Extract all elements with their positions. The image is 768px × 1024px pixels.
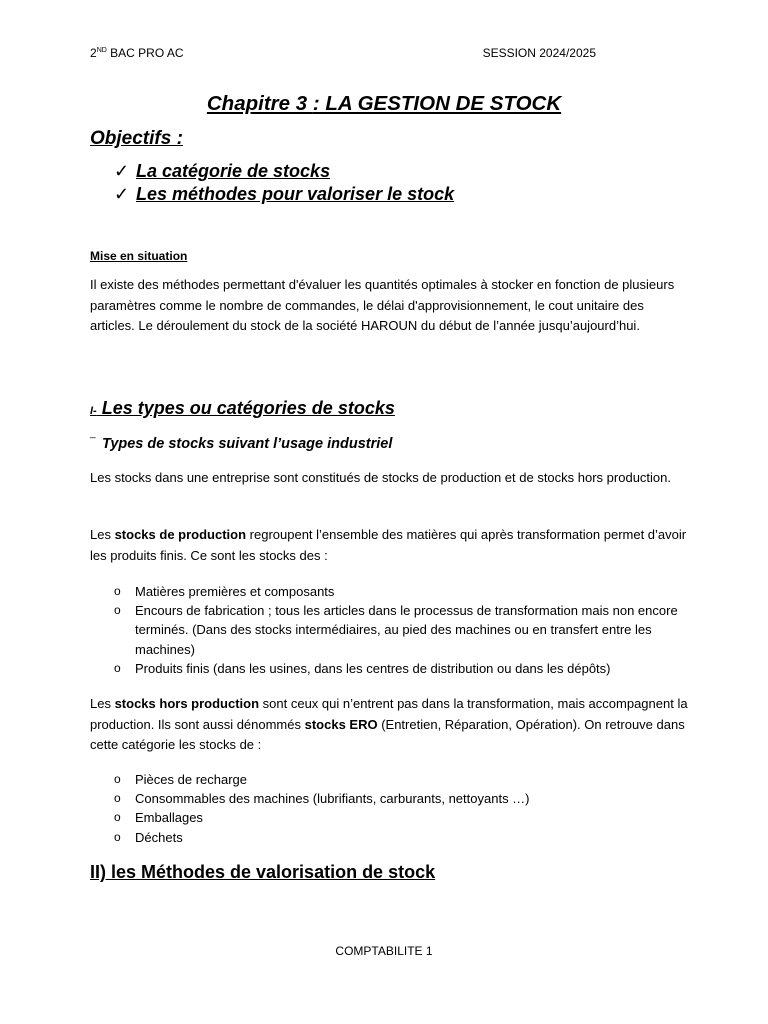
page-header	[90, 46, 596, 60]
list-item: o Matières premières et composants	[114, 582, 694, 601]
bullet-icon: o	[114, 791, 121, 806]
list-item: o Emballages	[114, 808, 694, 827]
check-icon: ✓	[114, 184, 130, 204]
objective-item: ✓ Les méthodes pour valoriser le stock	[114, 184, 455, 204]
production-stocks-paragraph: Les stocks de production regroupent l’ensemble des matières qui après transformation permet d’avoir les produits finis. Ce sont les stocks des :	[90, 527, 687, 563]
list-item: o Consommables des machines (lubrifiants, carburants, nettoyants …)	[114, 789, 694, 808]
bullet-icon: o	[114, 584, 121, 598]
list-item: o Déchets	[114, 828, 694, 847]
bullet-icon: o	[114, 829, 121, 844]
bullet-icon: o	[114, 772, 121, 786]
situation-text: Il existe des méthodes permettant d'évaluer les quantités optimales à stocker en fonction de plusieurs paramètres comme le nombre de commandes, le délai d'approvisionnement, le cout unitaire des articles. Le déroulement du stock de la société HAROUN du début de l’année jusqu’aujourd’hui.	[90, 277, 675, 333]
check-icon: ✓	[114, 161, 130, 181]
objective-item: ✓ La catégorie de stocks	[114, 161, 331, 181]
list-item: o Encours de fabrication ; tous les articles dans le processus de transformation mais non encore terminés. (Dans des stocks intermédiaires, au pied des machines ou en transfert entre les machines)	[114, 601, 694, 659]
class-level: 2ND BAC PRO AC	[90, 46, 184, 60]
bullet-icon: o	[114, 660, 121, 675]
session-label: SESSION 2024/2025	[482, 46, 596, 60]
production-stocks-list	[114, 582, 694, 678]
chapter-title: Chapitre 3 : LA GESTION DE STOCK	[206, 92, 562, 115]
bullet-icon: o	[114, 810, 121, 825]
bullet-icon: o	[114, 603, 121, 618]
situation-heading: Mise en situation	[90, 249, 188, 263]
section-1-subheading: Types de stocks suivant l’usage industriel	[102, 436, 393, 452]
subheading-dash: _	[90, 428, 96, 439]
objectives-heading: Objectifs :	[90, 128, 183, 149]
list-item: o Produits finis (dans les usines, dans les centres de distribution ou dans les dépôts)	[114, 659, 694, 678]
list-item: o Pièces de recharge	[114, 770, 694, 789]
non-production-stocks-list	[114, 770, 694, 847]
section-2-heading: II) les Méthodes de valorisation de stock	[90, 862, 436, 882]
stocks-intro: Les stocks dans une entreprise sont constitués de stocks de production et de stocks hors production.	[90, 470, 671, 485]
section-1-heading: I- Les types ou catégories de stocks	[90, 398, 395, 418]
non-production-stocks-paragraph: Les stocks hors production sont ceux qui n’entrent pas dans la transformation, mais accompagnent la production. Ils sont aussi dénommés stocks ERO (Entretien, Réparation, Opération). On retrouve dans cette catégorie les stocks de :	[90, 696, 688, 752]
page-footer: COMPTABILITE 1	[335, 944, 433, 958]
